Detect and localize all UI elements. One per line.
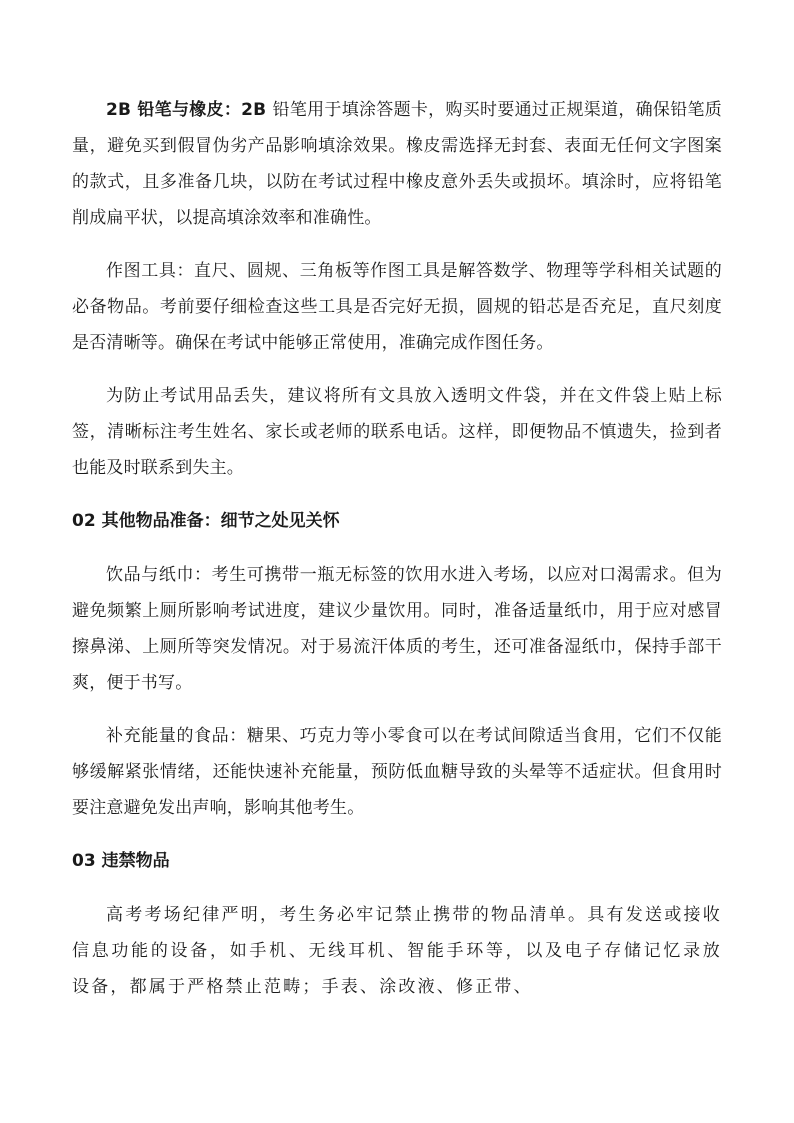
paragraph-energy-food: 补充能量的食品：糖果、巧克力等小零食可以在考试间隙适当食用，它们不仅能够缓解紧张情绪，还能快速补充能量，预防低血糖导致的头晕等不适症状。但食用时要注意避免发出声响，影响其他考生。	[72, 726, 722, 818]
paragraph-lead: 2B 铅笔与橡皮：2B	[106, 100, 273, 120]
paragraph-pencil-eraser	[72, 92, 722, 236]
paragraph-text: 铅笔用于填涂答题卡，购买时要通过正规渠道，确保铅笔质量，避免买到假冒伪劣产品影响填涂效果。橡皮需选择无封套、表面无任何文字图案的款式，且多准备几块，以防在考试过程中橡皮意外丢失或损坏。填涂时，应将铅笔削成扁平状，以提高填涂效率和准确性。	[72, 100, 723, 228]
document-body	[72, 92, 722, 1022]
section-heading-prohibited-items: 03 违禁物品	[72, 851, 170, 871]
paragraph-prohibited-list: 高考考场纪律严明，考生务必牢记禁止携带的物品清单。具有发送或接收信息功能的设备，如手机、无线耳机、智能手环等，以及电子存储记忆录放设备，都属于严格禁止范畴；手表、涂改液、修正带、	[72, 905, 722, 997]
section-heading-other-items: 02 其他物品准备：细节之处见关怀	[72, 511, 340, 531]
paragraph-prevent-loss: 为防止考试用品丢失，建议将所有文具放入透明文件袋，并在文件袋上贴上标签，清晰标注考生姓名、家长或老师的联系电话。这样，即便物品不慎遗失，捡到者也能及时联系到失主。	[72, 386, 722, 478]
paragraph-drawing-tools: 作图工具：直尺、圆规、三角板等作图工具是解答数学、物理等学科相关试题的必备物品。考前要仔细检查这些工具是否完好无损，圆规的铅芯是否充足，直尺刻度是否清晰等。确保在考试中能够正常使用，准确完成作图任务。	[72, 261, 722, 353]
paragraph-drinks-tissues: 饮品与纸巾：考生可携带一瓶无标签的饮用水进入考场，以应对口渴需求。但为避免频繁上厕所影响考试进度，建议少量饮用。同时，准备适量纸巾，用于应对感冒擦鼻涕、上厕所等突发情况。对于易流汗体质的考生，还可准备湿纸巾，保持手部干爽，便于书写。	[72, 565, 722, 693]
